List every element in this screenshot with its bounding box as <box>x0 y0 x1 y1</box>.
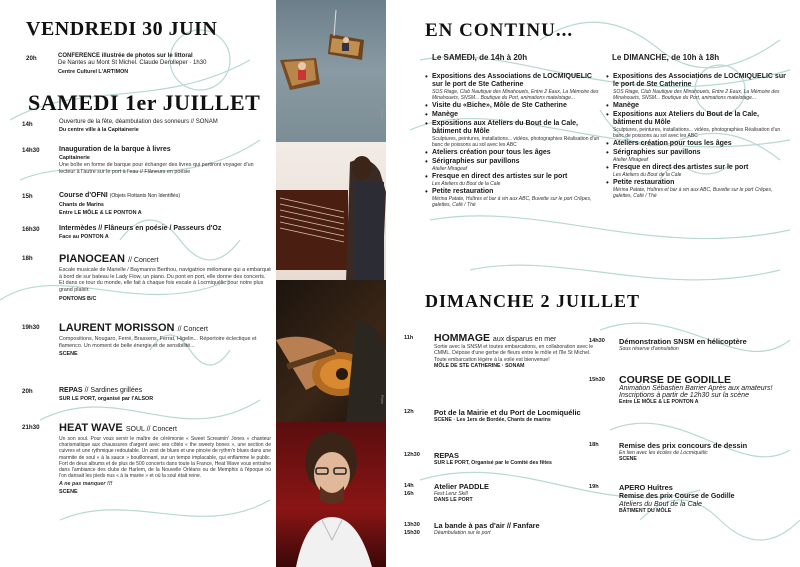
event-time: 14h30 <box>22 147 40 154</box>
saturday-event-heatwave <box>22 422 272 557</box>
continu-title: EN CONTINU... <box>425 20 574 41</box>
event-place: SUR LE PORT, organisé par l'ALSOR <box>59 396 154 402</box>
sunday-event-repas <box>404 451 604 473</box>
event-time: 15h <box>22 193 33 200</box>
saturday-event-intermedes <box>22 224 272 244</box>
list-item <box>606 179 786 199</box>
event-title-sub: aux disparus en mer <box>492 336 557 343</box>
event-time: 19h <box>589 484 599 490</box>
item-desc: Mérina Patate, Huîtres et bar à vin aux ABC, Buvette sur le port Crêpes, galettes, Café / Thé <box>613 187 773 199</box>
list-item <box>606 73 786 101</box>
sunday-event-pot-mairie <box>404 408 604 444</box>
sunday-event-hommage <box>404 334 604 399</box>
event-desc: Une boîte en forme de barque pour échanger des livres qui partiront voyager d'un lecteur à l'autre sur le port à l'eau // Flâneurs en poésie <box>59 162 254 175</box>
friday-event-conference <box>26 53 276 83</box>
sunday-event-apero <box>589 483 789 527</box>
sunday-event-paddle <box>404 482 604 512</box>
event-desc: Escale musicale de Marielle / Baymanns Berthou, navigatrice mélomane qui a embarqué à bord de sur bateau le Lady Flow, un piano. Du pont en port, elle donne des concerts. Et dans ce tour du monde, elle fait à chaque fois escale à Locmiquélic pour notre plus grand plaisir. <box>59 267 271 293</box>
item-title: • Ateliers création pour tous les âges <box>613 140 732 147</box>
list-item <box>606 111 786 139</box>
event-place: Entre LE MÔLE & LE PONTON A <box>619 399 699 405</box>
photo-guitar-drawing <box>276 280 386 422</box>
event-desc: Compositions, Nougaro, Ferré, Brassens, Ferrat, Higelin... Répertoire éclectique et flamenco. Un moment de belle énergie et de sensibilité... <box>59 336 257 349</box>
event-desc: Sous réserve d'annulation <box>619 346 679 352</box>
item-desc: Sculptures, peintures, installations... vidéos, photographies Réalisation d'un banc de poissons au sol avec les ABC <box>613 127 781 139</box>
photo-credit: Photo <box>380 110 384 120</box>
event-desc: Un son soul. Pour vous servir le maître de cérémonie « Sweet Screamin' Jones » chanteur charismatique aux chaussures d'argent avec ses côtés « the sweety bones », une section de cuivres et une rythmique redoutable. Un zest de blues et une pincée de rythm'n blues dans une marmite de soul « à la sauce » bouillonnant, sur un tempo implacable, qui enflamme le public. Fort de deux albums et de plus de 500 concerts dans toute la France, Heat Wave vous entraîne dans l'ambiance des clubs de Harlem, de la Nouvelle Orléans ou de Memphis à l'époque où l'on dansait les pieds nus « à la marée » et où la soul était reine. <box>59 436 271 480</box>
event-place: SCENE <box>59 351 78 358</box>
event-title: HOMMAGE <box>434 332 490 344</box>
item-title: • Manège <box>613 102 640 109</box>
event-title: Pot de la Mairie et du Port de Locmiquélic <box>434 408 581 417</box>
item-title: • Sérigraphies sur pavillons <box>432 158 520 165</box>
event-desc: Chants de Marins <box>59 202 104 208</box>
event-title: Ouverture de la fête, déambulation des sonneurs // SONAM <box>59 119 218 125</box>
event-place: Face au PONTON A <box>59 234 109 240</box>
saturday-event-morisson <box>22 322 272 372</box>
event-title: REPAS <box>434 451 459 460</box>
event-place: BÂTIMENT DU MÔLE <box>619 508 672 514</box>
photo-piano <box>276 142 386 280</box>
saturday-event-pianocean <box>22 253 272 313</box>
event-time: 21h30 <box>22 424 40 431</box>
event-title: Atelier PADDLE <box>434 482 489 491</box>
photo-credit: Photo <box>380 395 384 405</box>
event-time: 20h <box>26 55 37 62</box>
event-place: SCENE <box>619 456 637 463</box>
photo-singer <box>276 422 386 567</box>
event-place: SUR LE PORT, Organisé par le Comité des fêtes <box>434 460 552 466</box>
event-title: Remise des prix concours de dessin <box>619 441 748 450</box>
event-place: Centre Culturel L'ARTIMON <box>58 68 129 75</box>
item-title: • Expositions aux Ateliers du Bout de la Cale, bâtiment du Môle <box>613 111 759 126</box>
item-desc: Atelier Mirageaf <box>613 157 649 163</box>
sunday-event-dessin <box>589 441 789 473</box>
event-title: CONFERENCE illustrée de photos sur le littoral <box>58 53 193 59</box>
event-time: 18h <box>589 442 599 448</box>
sunday-event-snsm-helico <box>589 337 789 363</box>
saturday-event-opening <box>22 119 272 137</box>
item-desc: Sculptures, peintures, installations... vidéos, photographies Réalisation d'un banc de poissons au sol avec les ABC <box>432 136 600 148</box>
event-time: 14h <box>22 121 33 128</box>
event-title: APERO Huîtres <box>619 483 673 492</box>
item-title: • Ateliers création pour tous les âges <box>432 149 551 156</box>
list-item <box>425 149 603 157</box>
event-place: PONTONS B/C <box>59 296 97 303</box>
photo-guitar <box>276 280 386 422</box>
item-title: • Sérigraphies sur pavillons <box>613 149 701 156</box>
item-title: • Fresque en direct des artistes sur le port <box>432 173 568 180</box>
photo-boats-drawing <box>276 0 386 142</box>
list-item <box>425 158 603 172</box>
item-title: • Petite restauration <box>613 179 675 186</box>
event-time: 18h <box>22 255 33 262</box>
list-item <box>425 173 603 187</box>
item-title: • Manège <box>432 111 459 118</box>
event-place: SCENE · Les 1ers de Bordée, Chants de marins <box>434 417 551 423</box>
event-place: Capitainerie <box>59 155 90 161</box>
item-desc: SOS Riage, Club Nautique des Minahouets, Entre 2 Eaux, La Mémoire des Minahouets, SNSM... Boutique du Port, animations matelotage... <box>432 89 599 101</box>
item-title: • Expositions des Associations de LOCMIQUELIC sur le port de Ste Catherine <box>432 73 592 88</box>
saturday-event-ofni <box>22 191 272 219</box>
sunday-continuous-list <box>606 73 786 200</box>
event-desc: Animation Sébastien Barrier Après aux amateurs! Inscriptions à partir de 12h30 sur la scène <box>619 385 773 399</box>
event-title: COURSE DE GODILLE <box>619 374 732 386</box>
sunday-event-fanfare <box>404 521 604 549</box>
event-desc: Fest Lenz Skill <box>434 491 468 497</box>
event-title: Inauguration de la barque à livres <box>59 146 171 153</box>
list-item <box>425 120 603 148</box>
item-desc: Les Ateliers du Bout de la Cale <box>432 181 501 187</box>
event-time: 16h30 <box>22 226 40 233</box>
event-title: Course d'OFNI <box>59 192 108 199</box>
event-title: HEAT WAVE <box>59 422 123 434</box>
event-title: REPAS <box>59 387 83 394</box>
event-time: 12h30 <box>404 452 420 458</box>
item-title: • Fresque en direct des artistes sur le port <box>613 164 749 171</box>
item-desc: SOS Riage, Club Nautique des Minahouets, Entre 2 Eaux, La Mémoire des Minahouets, SNSM... Boutique du Port, animations matelotage... <box>613 89 780 101</box>
photo-piano-drawing <box>276 142 386 280</box>
event-place: Entre LE MÔLE & LE PONTON A <box>59 210 142 217</box>
event-desc: Remise des prix Course de Godille <box>619 493 735 500</box>
item-desc: Mérina Patate, Huîtres et bar à vin aux ABC, Buvette sur le port Crêpes, galettes, Café / Thé <box>432 196 592 208</box>
event-time: 19h30 <box>22 324 40 331</box>
item-title: • Visite du «Biche», Môle de Ste Catherine <box>432 102 567 109</box>
list-item <box>606 102 786 110</box>
saturday-continuous-head: Le SAMEDI, de 14h à 20h <box>432 53 528 62</box>
event-desc: Déambulation sur le port <box>434 530 491 536</box>
event-time-end: 15h30 <box>404 530 420 536</box>
event-place: DANS LE PORT <box>434 497 473 504</box>
event-time-end: 16h <box>404 491 414 497</box>
event-desc: Sortie avec la SNSM et toutes embarcations, en collaboration avec le CMML. Dépose d'une gerbe de fleurs entre le môle et l'île St Michel. Toute embarcation légère à la voile est bienvenue! <box>434 344 594 363</box>
event-title-sub: // Sardines grillées <box>84 387 143 394</box>
saturday-event-barque <box>22 145 272 185</box>
friday-title: VENDREDI 30 JUIN <box>26 18 218 40</box>
event-time: 14h <box>404 483 414 489</box>
event-title: Intermèdes // Flâneurs en poésie / Passeurs d'Oz <box>59 225 222 232</box>
event-time: 20h <box>22 388 33 395</box>
list-item <box>606 164 786 178</box>
event-desc: En lien avec les écoles de Locmiquélic <box>619 450 708 456</box>
event-place: MÔLE DE STE CATHERINE · SONAM <box>434 362 525 369</box>
list-item <box>425 73 603 101</box>
event-title-sub: // Concert <box>177 326 208 333</box>
event-desc-2: Ateliers du Bout de la Cale <box>619 501 702 508</box>
event-title-sub: SOUL // Concert <box>125 426 177 433</box>
event-time: 14h30 <box>589 338 605 344</box>
saturday-event-repas <box>22 386 272 408</box>
list-item <box>606 140 786 148</box>
photo-singer-drawing <box>276 422 386 567</box>
event-time: 11h <box>404 335 414 341</box>
event-time: 15h30 <box>589 377 605 383</box>
event-title: LAURENT MORISSON <box>59 322 175 334</box>
event-time: 12h <box>404 409 414 415</box>
photo-strip <box>276 0 386 567</box>
sunday-continuous-head: Le DIMANCHE, de 10h à 18h <box>612 53 720 62</box>
event-place: SCENE <box>59 489 78 496</box>
item-desc: Atelier Mirageaf <box>432 166 468 172</box>
item-title: • Expositions aux Ateliers du Bout de la Cale, bâtiment du Môle <box>432 120 578 135</box>
event-title-sub: // Concert <box>128 257 159 264</box>
event-title: La bande à pas d'air // Fanfare <box>434 521 540 530</box>
item-desc: Les Ateliers du Bout de la Cale <box>613 172 682 178</box>
list-item <box>425 111 603 119</box>
event-desc: De Nantes au Mont St Michel. Claude Derolleper · 1h30 <box>58 60 207 67</box>
saturday-title: SAMEDI 1er JUILLET <box>28 90 261 115</box>
item-title: • Petite restauration <box>432 188 494 195</box>
sunday-title: DIMANCHE 2 JUILLET <box>425 291 641 311</box>
photo-boats <box>276 0 386 142</box>
event-title-sub: (Objets Flottants Non Identifiés) <box>109 193 180 199</box>
saturday-continuous-list <box>425 73 603 209</box>
list-item <box>425 188 603 208</box>
event-note: A ne pas manquer !!! <box>59 481 113 488</box>
event-title: Démonstration SNSM en hélicoptère <box>619 337 747 346</box>
list-item <box>425 102 603 110</box>
event-time: 13h30 <box>404 522 420 528</box>
list-item <box>606 149 786 163</box>
item-title: • Expositions des Associations de LOCMIQUELIC sur le port de Ste Catherine <box>613 73 786 88</box>
event-place: Du centre ville à la Capitainerie <box>59 127 139 134</box>
event-title: PIANOCEAN <box>59 253 126 265</box>
sunday-event-godille <box>589 376 789 426</box>
